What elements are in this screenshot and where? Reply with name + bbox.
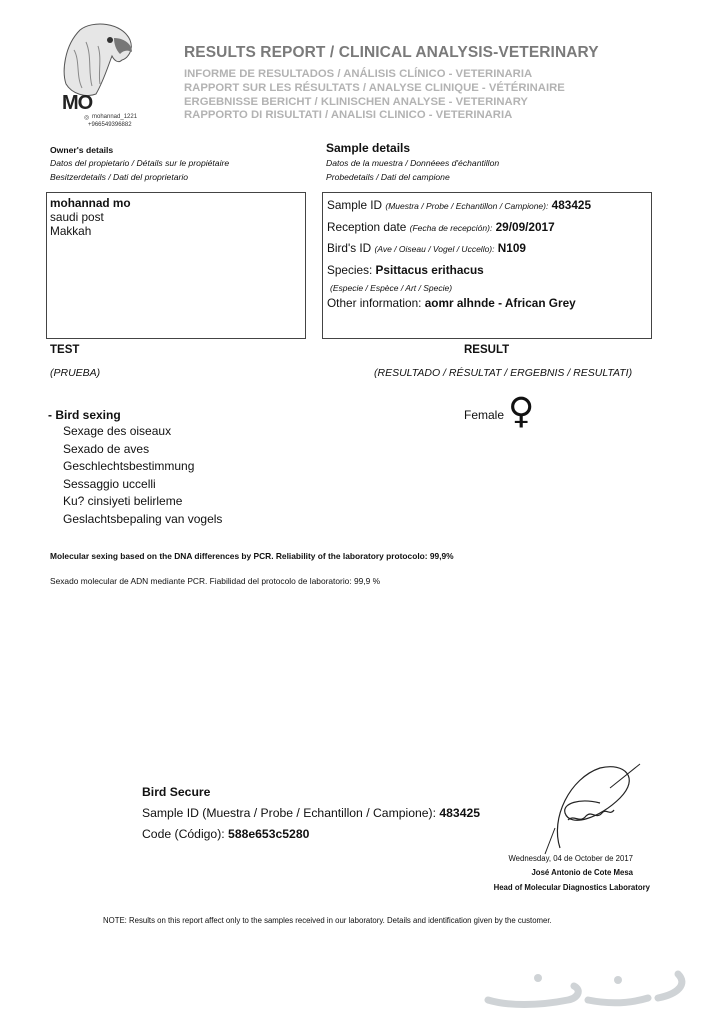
sexing-result: Female <box>464 408 505 422</box>
note-line-1: Molecular sexing based on the DNA differences by PCR. Reliability of the laboratory protocolo: 99,9% <box>50 551 454 561</box>
secure-code-row <box>142 824 480 845</box>
sexing-nl: Geslachtsbepaling van vogels <box>63 511 223 526</box>
bird-sexing-title: - Bird sexing <box>48 408 121 422</box>
watermark-logo-icon <box>478 960 698 1016</box>
sexing-fr: Sexage des oiseaux <box>63 424 172 438</box>
report-subtitles <box>184 68 565 123</box>
secure-code-label: Code (Código): <box>142 827 225 841</box>
subtitle-fr: RAPPORT SUR LES RÉSULTATS / ANALYSE CLINIQUE - VÉTÉRINAIRE <box>184 81 565 94</box>
test-label: TEST <box>50 344 80 356</box>
species-row <box>327 263 484 277</box>
other-info-row <box>327 296 576 310</box>
brand-logo <box>52 20 142 138</box>
secure-code-value: 588e653c5280 <box>228 827 310 841</box>
other-info-label: Other information: <box>327 296 422 310</box>
sexing-de: Geschlechtsbestimmung <box>63 459 195 473</box>
bird-id-label: Bird's ID <box>327 241 372 255</box>
subtitle-it: RAPPORTO DI RISULTATI / ANALISI CLINICO - VETERINARIA <box>184 109 513 122</box>
species-value: Psittacus erithacus <box>375 263 484 277</box>
logo-phone: +966549396882 <box>88 122 132 128</box>
sample-id-trans: (Muestra / Probe / Echantillon / Campione): <box>385 201 549 211</box>
signature-name: José Antonio de Cote Mesa <box>531 868 633 877</box>
reception-row <box>327 220 555 234</box>
secure-sample-label: Sample ID (Muestra / Probe / Echantillon / Campione): <box>142 806 436 820</box>
sample-id-value: 483425 <box>551 198 592 212</box>
owner-line-3: Makkah <box>50 224 92 238</box>
species-label: Species: <box>327 263 373 277</box>
female-icon: ♀ <box>508 391 535 432</box>
subtitle-de: ERGEBNISSE BERICHT / KLINISCHEN ANALYSE - VETERINARY <box>184 95 528 108</box>
note-line-2: Sexado molecular de ADN mediante PCR. Fiabilidad del protocolo de laboratorio: 99,9 % <box>50 576 381 586</box>
bird-id-value: N109 <box>497 241 526 255</box>
bird-secure-title: Bird Secure <box>142 785 211 799</box>
sample-subheading-1: Datos de la muestra / Donnéees d'échantillon <box>326 158 500 168</box>
sample-heading: Sample details <box>326 141 411 155</box>
secure-sample-value: 483425 <box>439 806 481 820</box>
owner-name: mohannad mo <box>50 196 131 210</box>
logo-handle: mohannad_1221 <box>92 114 138 120</box>
signature-icon <box>540 758 650 858</box>
signature-date: Wednesday, 04 de October de 2017 <box>508 854 633 863</box>
parrot-icon <box>52 20 142 100</box>
sample-id-label: Sample ID <box>327 198 383 212</box>
bird-secure-block <box>142 782 480 845</box>
report-title: RESULTS REPORT / CLINICAL ANALYSIS-VETERINARY <box>184 44 599 61</box>
owner-line-2: saudi post <box>50 210 104 224</box>
test-trans: (PRUEBA) <box>50 367 101 379</box>
sample-subheading-2: Probedetails / Dati del campione <box>326 172 450 182</box>
owner-box <box>46 192 306 339</box>
sample-id-row <box>327 198 591 212</box>
sexing-it: Sessaggio uccelli <box>63 476 156 491</box>
reception-trans: (Fecha de recepción): <box>409 223 493 233</box>
reception-label: Reception date <box>327 220 407 234</box>
reception-value: 29/09/2017 <box>495 220 555 234</box>
sexing-tr: Ku? cinsiyeti belirleme <box>63 494 183 508</box>
logo-mark: MO <box>62 92 93 114</box>
sexing-es: Sexado de aves <box>63 441 150 456</box>
owner-heading: Owner's details <box>50 145 114 155</box>
subtitle-es: INFORME DE RESULTADOS / ANÁLISIS CLÍNICO - VETERINARIA <box>184 68 533 80</box>
owner-subheading-1: Datos del propietario / Détails sur le propiétaire <box>50 158 230 168</box>
logo-handle-icon: ◎ <box>84 115 90 121</box>
secure-sample-row <box>142 803 480 824</box>
bird-id-row <box>327 241 526 255</box>
other-info-value: aomr alhnde - African Grey <box>424 296 576 310</box>
sample-box <box>322 192 652 339</box>
footer-note: NOTE: Results on this report affect only to the samples received in our laboratory. Details and identification given by the customer. <box>103 916 552 925</box>
signature-role: Head of Molecular Diagnostics Laboratory <box>493 883 650 892</box>
result-trans: (RESULTADO / RÉSULTAT / ERGEBNIS / RESULTATI) <box>374 367 633 379</box>
result-label: RESULT <box>464 344 510 356</box>
species-trans: (Especie / Espèce / Art / Specie) <box>330 283 453 293</box>
species-trans-row <box>330 280 452 294</box>
bird-id-trans: (Ave / Oiseau / Vogel / Uccello): <box>374 244 495 254</box>
owner-subheading-2: Besitzerdetails / Dati del proprietario <box>50 172 189 182</box>
sexing-translations <box>63 423 222 528</box>
